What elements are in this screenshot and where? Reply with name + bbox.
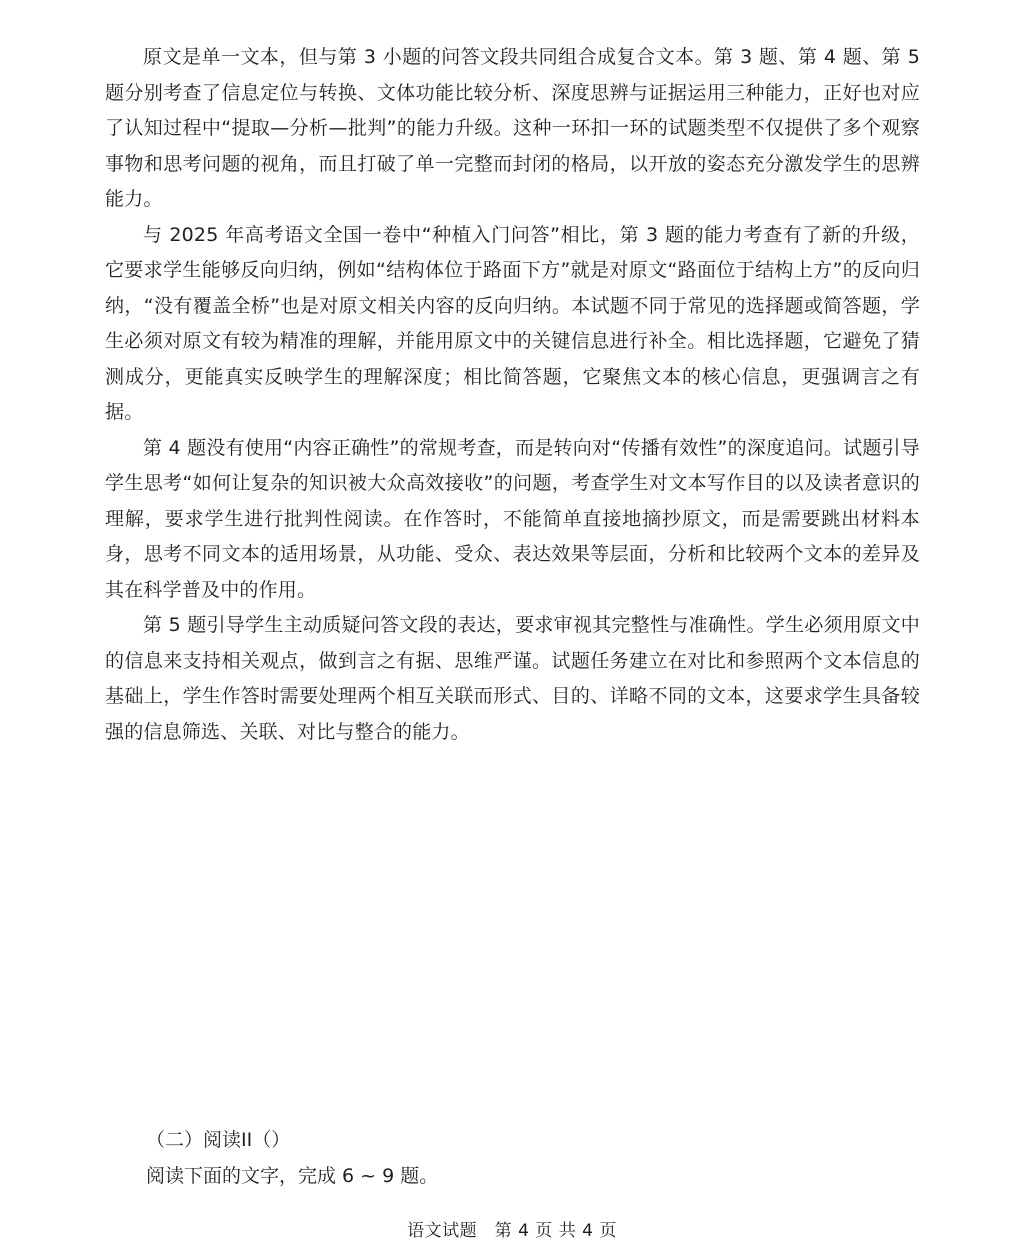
page-footer: 语文试题 第 4 页 共 4 页 [407,1221,617,1241]
paragraph-3: 第 4 题没有使用“内容正确性”的常规考查，而是转向对“传播有效性”的深度追问。试题引导学生思考“如何让复杂的知识被大众高效接收”的问题，考查学生对文本写作目的以及读者意识的理解，要求学生进行批判性阅读。在作答时，不能简单直接地摘抄原文，而是需要跳出材料本身，思考不同文本的适用场景，从功能、受众、表达效果等层面，分析和比较两个文本的差异及其在科学普及中的作用。 [105,436,920,601]
paragraph-4: 第 5 题引导学生主动质疑问答文段的表达，要求审视其完整性与准确性。学生必须用原文中的信息来支持相关观点，做到言之有据、思维严谨。试题任务建立在对比和参照两个文本信息的基础上，学生作答时需要处理两个相互关联而形式、目的、详略不同的文本，这要求学生具备较强的信息筛选、关联、对比与整合的能力。 [105,614,920,743]
paragraph-2: 与 2025 年高考语文全国一卷中“种植入门问答”相比，第 3 题的能力考查有了新的升级，它要求学生能够反向归纳，例如“结构体位于路面下方”就是对原文“路面位于结构上方”的反向归纳，“没有覆盖全桥”也是对原文相关内容的反向归纳。本试题不同于常见的选择题或简答题，学生必须对原文有较为精准的理解，并能用原文中的关键信息进行补全。相比选择题，它避免了猜测成分，更能真实反映学生的理解深度；相比简答题，它聚焦文本的核心信息，更强调言之有据。 [105,223,920,423]
section-heading: （二）阅读II（） [146,1129,291,1151]
reading-instruction: 阅读下面的文字，完成 6 ~ 9 题。 [146,1165,439,1187]
paragraph-1: 原文是单一文本，但与第 3 小题的问答文段共同组合成复合文本。第 3 题、第 4 题、第 5 题分别考查了信息定位与转换、文体功能比较分析、深度思辨与证据运用三种能力，正好也对应了认知过程中“提取—分析—批判”的能力升级。这种一环扣一环的试题类型不仅提供了多个观察事物和思考问题的视角，而且打破了单一完整而封闭的格局，以开放的姿态充分激发学生的思辨能力。 [105,46,920,210]
analysis-article [105,40,920,750]
